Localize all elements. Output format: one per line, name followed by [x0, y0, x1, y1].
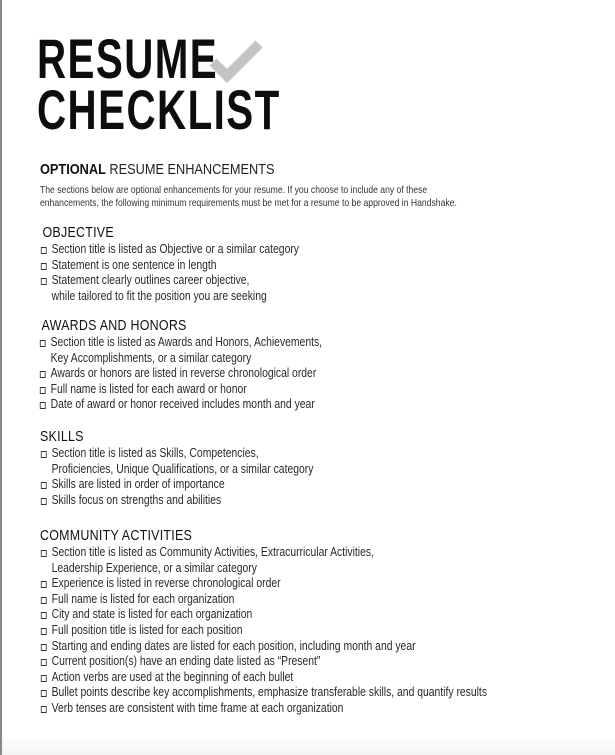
checklist-item-text: Key Accomplishments, or a similar category — [50, 350, 252, 365]
checklist-item[interactable] — [40, 242, 299, 258]
checkbox-icon[interactable] — [40, 387, 46, 394]
checkbox-icon[interactable] — [41, 498, 47, 505]
checklist-item[interactable] — [40, 273, 299, 304]
checklist-item[interactable] — [40, 576, 487, 592]
checkbox-icon[interactable] — [41, 263, 47, 270]
checklist-item[interactable] — [40, 701, 487, 717]
checklist-item[interactable] — [40, 258, 299, 274]
checklist-item[interactable] — [39, 335, 322, 366]
checklist-item-text: Proficiencies, Unique Qualifications, or a similar category — [51, 461, 314, 476]
section-community-activities — [40, 527, 487, 717]
checklist-item[interactable] — [40, 685, 487, 701]
checkbox-icon[interactable] — [40, 340, 46, 347]
checklist-item-text: City and state is listed for each organization — [51, 607, 253, 622]
checkbox-icon[interactable] — [41, 247, 47, 254]
title-line-2: CHECKLIST — [37, 78, 281, 141]
checklist — [39, 335, 322, 413]
checkbox-icon[interactable] — [41, 706, 47, 713]
checklist-item[interactable] — [40, 623, 487, 639]
checklist-item[interactable] — [39, 397, 322, 413]
checkbox-icon[interactable] — [41, 659, 47, 666]
checklist-item-text: Full position title is listed for each position — [51, 622, 243, 637]
checkbox-icon[interactable] — [40, 371, 46, 378]
checkbox-icon[interactable] — [41, 550, 47, 557]
checklist-item-text: Experience is listed in reverse chronological order — [51, 576, 281, 591]
checklist-item-text: Date of award or honor received includes month and year — [50, 397, 315, 412]
checklist-item-text: Full name is listed for each award or honor — [50, 381, 247, 396]
checkbox-icon[interactable] — [41, 690, 47, 697]
subheading — [40, 161, 274, 178]
checklist-item-text: Full name is listed for each organization — [51, 591, 235, 606]
checklist-item-text: Section title is listed as Awards and Honors, Achievements, — [50, 335, 323, 349]
checkbox-icon[interactable] — [41, 278, 47, 285]
checkmark-icon — [207, 38, 265, 84]
section-title: COMMUNITY ACTIVITIES — [40, 527, 193, 544]
checklist-item-text: Section title is listed as Skills, Competencies, — [51, 446, 259, 460]
checklist-item-text: Starting and ending dates are listed for each position, including month and year — [51, 638, 416, 653]
checkbox-icon[interactable] — [41, 628, 47, 635]
checklist-item[interactable] — [40, 493, 313, 509]
checklist-item-text: Leadership Experience, or a similar category — [51, 560, 257, 575]
checklist-item-text: Skills focus on strengths and abilities — [51, 492, 222, 507]
section-title: SKILLS — [40, 428, 84, 445]
intro-line-2: enhancements, the following minimum requirements must be met for a resume to be approved in Handshake. — [40, 196, 457, 209]
checklist-item[interactable] — [40, 639, 487, 655]
checklist-item[interactable] — [40, 446, 313, 477]
page-bottom-edge — [2, 735, 615, 755]
checklist-item-text: Section title is listed as Objective or a similar category — [51, 242, 299, 256]
checkbox-icon[interactable] — [41, 597, 47, 604]
checkbox-icon[interactable] — [41, 644, 47, 651]
subheading-rest: RESUME ENHANCEMENTS — [105, 161, 275, 178]
checkbox-icon[interactable] — [41, 482, 47, 489]
checklist-item[interactable] — [39, 382, 322, 398]
checkbox-icon[interactable] — [41, 581, 47, 588]
checklist-item[interactable] — [40, 545, 487, 576]
section-skills — [40, 428, 313, 508]
checklist-item-text: Verb tenses are consistent with time frame at each organization — [51, 700, 344, 715]
checklist-item[interactable] — [39, 366, 322, 382]
checklist-item-text: Statement clearly outlines career objective, — [51, 273, 250, 288]
checklist-item-text: Action verbs are used at the beginning of each bullet — [51, 669, 294, 684]
checklist — [40, 545, 487, 717]
intro-paragraph — [40, 184, 532, 209]
checklist-item-text: Section title is listed as Community Activities, Extracurricular Activities, — [51, 545, 374, 559]
checklist-item[interactable] — [40, 592, 487, 608]
section-awards-and-honors — [39, 317, 322, 413]
checklist-item-text: Awards or honors are listed in reverse chronological order — [50, 366, 317, 381]
subheading-bold: OPTIONAL — [40, 161, 106, 178]
section-title: AWARDS AND HONORS — [41, 317, 187, 334]
checkbox-icon[interactable] — [40, 402, 46, 409]
intro-line-1: The sections below are optional enhancements for your resume. If you choose to include any of these — [40, 184, 428, 196]
checklist-item-text: Current position(s) have an ending date listed as “Present” — [51, 654, 321, 669]
checkbox-icon[interactable] — [41, 451, 47, 458]
checklist-item[interactable] — [40, 607, 487, 623]
page-left-border — [0, 0, 2, 755]
checkbox-icon[interactable] — [41, 675, 47, 682]
checklist-item[interactable] — [40, 670, 487, 686]
checklist — [40, 242, 299, 304]
section-objective — [40, 224, 299, 304]
checklist-item-text: Statement is one sentence in length — [51, 257, 217, 272]
checklist — [40, 446, 313, 508]
checklist-item-text: Skills are listed in order of importance — [51, 477, 225, 492]
checklist-item[interactable] — [40, 477, 313, 493]
section-title: OBJECTIVE — [42, 224, 114, 241]
checklist-item-text: Bullet points describe key accomplishments, emphasize transferable skills, and quantify results — [51, 685, 488, 700]
checklist-item[interactable] — [40, 654, 487, 670]
title-line-1: RESUME — [37, 27, 219, 90]
checklist-item-text: while tailored to fit the position you are seeking — [51, 288, 267, 303]
checkbox-icon[interactable] — [41, 612, 47, 619]
